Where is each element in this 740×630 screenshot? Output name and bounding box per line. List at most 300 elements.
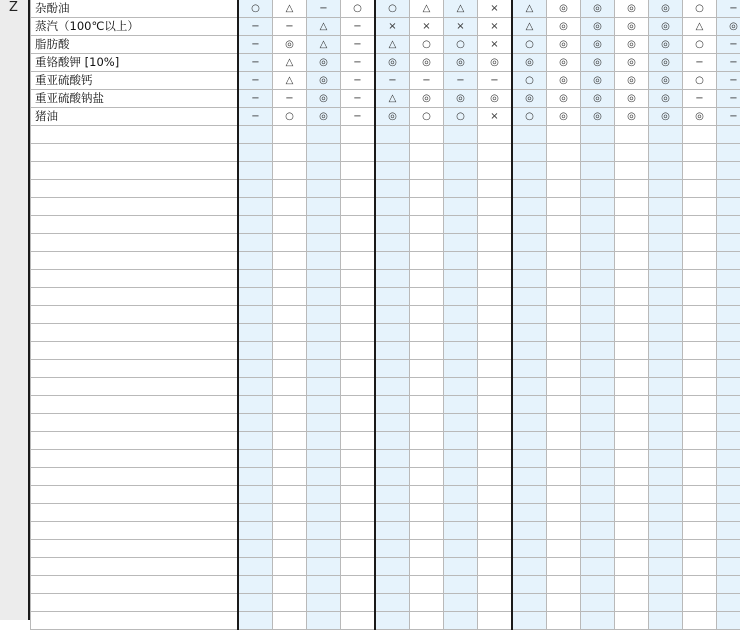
rating-cell: [581, 324, 615, 342]
rating-cell: [410, 198, 444, 216]
rating-cell: ◎: [547, 18, 581, 36]
rating-cell: [478, 414, 513, 432]
rating-cell: [547, 486, 581, 504]
substance-name-cell: [31, 432, 239, 450]
table-row-empty: [31, 522, 740, 540]
rating-cell: [410, 288, 444, 306]
rating-cell: [717, 306, 740, 324]
rating-cell: −: [341, 108, 376, 126]
rating-cell: [238, 540, 273, 558]
substance-name-cell: 重亚硫酸钙: [31, 72, 239, 90]
rating-cell: [478, 378, 513, 396]
rating-cell: [341, 450, 376, 468]
rating-cell: [238, 342, 273, 360]
rating-cell: [512, 594, 547, 612]
table-row: [31, 108, 740, 126]
rating-cell: [307, 504, 341, 522]
table-row-empty: [31, 540, 740, 558]
rating-cell: ◎: [307, 90, 341, 108]
substance-name-cell: [31, 576, 239, 594]
rating-cell: ◎: [307, 108, 341, 126]
rating-cell: [581, 612, 615, 630]
rating-cell: [273, 612, 307, 630]
rating-cell: [512, 522, 547, 540]
rating-cell: [581, 162, 615, 180]
rating-cell: ◎: [615, 0, 649, 18]
rating-cell: [375, 198, 410, 216]
rating-cell: ◎: [581, 0, 615, 18]
rating-cell: [341, 378, 376, 396]
rating-cell: [615, 522, 649, 540]
rating-cell: ◎: [649, 54, 683, 72]
rating-cell: [649, 432, 683, 450]
rating-cell: [307, 450, 341, 468]
rating-cell: ○: [410, 36, 444, 54]
rating-cell: [341, 360, 376, 378]
rating-cell: [615, 576, 649, 594]
rating-cell: [238, 216, 273, 234]
rating-cell: [307, 144, 341, 162]
rating-cell: [307, 198, 341, 216]
rating-cell: [615, 216, 649, 234]
rating-cell: [307, 612, 341, 630]
rating-cell: △: [273, 54, 307, 72]
rating-cell: [615, 144, 649, 162]
rating-cell: [649, 504, 683, 522]
rating-cell: ◎: [547, 108, 581, 126]
rating-cell: [375, 324, 410, 342]
rating-cell: [615, 468, 649, 486]
rating-cell: [410, 342, 444, 360]
rating-cell: ○: [273, 108, 307, 126]
rating-cell: [683, 594, 717, 612]
rating-cell: [478, 522, 513, 540]
rating-cell: [444, 432, 478, 450]
rating-cell: [512, 234, 547, 252]
rating-cell: [307, 252, 341, 270]
rating-cell: [478, 252, 513, 270]
rating-cell: ◎: [615, 90, 649, 108]
rating-cell: [410, 126, 444, 144]
rating-cell: [683, 252, 717, 270]
rating-cell: ◎: [615, 18, 649, 36]
rating-cell: [375, 486, 410, 504]
rating-cell: [307, 576, 341, 594]
rating-cell: [478, 162, 513, 180]
section-index-column: [0, 0, 30, 620]
rating-cell: [717, 540, 740, 558]
rating-cell: [512, 378, 547, 396]
rating-cell: [615, 252, 649, 270]
rating-cell: [478, 360, 513, 378]
rating-cell: [444, 162, 478, 180]
rating-cell: [444, 450, 478, 468]
rating-cell: [512, 180, 547, 198]
rating-cell: [547, 360, 581, 378]
rating-cell: [683, 216, 717, 234]
rating-cell: [581, 576, 615, 594]
rating-cell: [649, 288, 683, 306]
rating-cell: ◎: [649, 36, 683, 54]
rating-cell: [649, 558, 683, 576]
rating-cell: △: [512, 18, 547, 36]
rating-cell: [307, 270, 341, 288]
rating-cell: [307, 288, 341, 306]
rating-cell: [717, 234, 740, 252]
substance-name-cell: [31, 594, 239, 612]
rating-cell: [717, 594, 740, 612]
rating-cell: [581, 558, 615, 576]
rating-cell: [444, 558, 478, 576]
rating-cell: [649, 450, 683, 468]
rating-cell: ×: [375, 18, 410, 36]
rating-cell: [410, 162, 444, 180]
rating-cell: [547, 468, 581, 486]
rating-cell: [444, 378, 478, 396]
rating-cell: [512, 540, 547, 558]
rating-cell: [547, 234, 581, 252]
rating-cell: [717, 198, 740, 216]
rating-cell: [375, 594, 410, 612]
rating-cell: [273, 234, 307, 252]
rating-cell: [410, 234, 444, 252]
rating-cell: [512, 162, 547, 180]
rating-cell: [581, 342, 615, 360]
rating-cell: [512, 504, 547, 522]
rating-cell: [410, 594, 444, 612]
rating-cell: [478, 396, 513, 414]
rating-cell: ×: [478, 108, 513, 126]
rating-cell: [375, 180, 410, 198]
rating-cell: [375, 468, 410, 486]
rating-cell: [615, 540, 649, 558]
rating-cell: ◎: [615, 36, 649, 54]
rating-cell: [717, 144, 740, 162]
rating-cell: ×: [478, 36, 513, 54]
rating-cell: [615, 432, 649, 450]
rating-cell: [410, 378, 444, 396]
rating-cell: [444, 324, 478, 342]
rating-cell: [615, 558, 649, 576]
rating-cell: ◎: [581, 108, 615, 126]
substance-name-cell: [31, 414, 239, 432]
rating-cell: [273, 486, 307, 504]
table-row-empty: [31, 342, 740, 360]
rating-cell: [512, 450, 547, 468]
rating-cell: [238, 450, 273, 468]
rating-cell: [375, 522, 410, 540]
rating-cell: [478, 540, 513, 558]
rating-cell: [238, 504, 273, 522]
rating-cell: [410, 144, 444, 162]
rating-cell: [341, 162, 376, 180]
rating-cell: [238, 144, 273, 162]
rating-cell: −: [238, 18, 273, 36]
table-row-empty: [31, 234, 740, 252]
rating-cell: ◎: [547, 54, 581, 72]
rating-cell: ◎: [307, 54, 341, 72]
substance-name-cell: [31, 234, 239, 252]
rating-cell: [547, 252, 581, 270]
rating-cell: [615, 594, 649, 612]
rating-cell: [238, 324, 273, 342]
rating-cell: [444, 486, 478, 504]
rating-cell: [410, 612, 444, 630]
rating-cell: [683, 342, 717, 360]
rating-cell: [683, 162, 717, 180]
rating-cell: [238, 432, 273, 450]
table-row-empty: [31, 162, 740, 180]
substance-name-cell: 蒸汽（100℃以上）: [31, 18, 239, 36]
rating-cell: [444, 414, 478, 432]
rating-cell: [307, 594, 341, 612]
rating-cell: [615, 234, 649, 252]
table-row-empty: [31, 450, 740, 468]
rating-cell: [375, 396, 410, 414]
rating-cell: [581, 360, 615, 378]
rating-cell: [717, 612, 740, 630]
rating-cell: [273, 198, 307, 216]
table-row-empty: [31, 198, 740, 216]
rating-cell: [307, 396, 341, 414]
rating-cell: [478, 450, 513, 468]
table-row-empty: [31, 288, 740, 306]
rating-cell: [307, 486, 341, 504]
rating-cell: [478, 198, 513, 216]
rating-cell: [581, 306, 615, 324]
rating-cell: [512, 216, 547, 234]
substance-name-cell: 重亚硫酸钠盐: [31, 90, 239, 108]
rating-cell: [615, 180, 649, 198]
rating-cell: [717, 468, 740, 486]
substance-name-cell: [31, 450, 239, 468]
rating-cell: [547, 576, 581, 594]
rating-cell: [683, 540, 717, 558]
rating-cell: [547, 216, 581, 234]
rating-cell: [307, 468, 341, 486]
rating-cell: [238, 126, 273, 144]
rating-cell: [478, 306, 513, 324]
rating-cell: [238, 234, 273, 252]
rating-cell: [615, 324, 649, 342]
rating-cell: ◎: [615, 108, 649, 126]
rating-cell: [512, 288, 547, 306]
substance-name-cell: [31, 504, 239, 522]
rating-cell: ◎: [615, 54, 649, 72]
rating-cell: [341, 252, 376, 270]
rating-cell: [478, 180, 513, 198]
rating-cell: [581, 126, 615, 144]
substance-name-cell: 杂酚油: [31, 0, 239, 18]
rating-cell: [307, 324, 341, 342]
rating-cell: −: [341, 54, 376, 72]
rating-cell: [273, 540, 307, 558]
rating-cell: [375, 432, 410, 450]
table-row-empty: [31, 378, 740, 396]
rating-cell: [547, 342, 581, 360]
rating-cell: [547, 594, 581, 612]
rating-cell: [717, 558, 740, 576]
rating-cell: [341, 594, 376, 612]
rating-cell: [683, 414, 717, 432]
rating-cell: [307, 522, 341, 540]
rating-cell: [478, 468, 513, 486]
rating-cell: [581, 540, 615, 558]
rating-cell: [478, 288, 513, 306]
table-row-empty: [31, 324, 740, 342]
rating-cell: [444, 504, 478, 522]
rating-cell: [649, 468, 683, 486]
rating-cell: −: [238, 72, 273, 90]
rating-cell: [273, 432, 307, 450]
rating-cell: [273, 270, 307, 288]
rating-cell: [615, 414, 649, 432]
rating-cell: [478, 558, 513, 576]
rating-cell: ◎: [444, 90, 478, 108]
rating-cell: ◎: [649, 18, 683, 36]
rating-cell: [649, 216, 683, 234]
rating-cell: [512, 414, 547, 432]
rating-cell: [238, 306, 273, 324]
rating-cell: ◎: [375, 54, 410, 72]
substance-name-cell: [31, 252, 239, 270]
rating-cell: [341, 234, 376, 252]
rating-cell: [547, 540, 581, 558]
rating-cell: [238, 468, 273, 486]
rating-cell: ◎: [683, 108, 717, 126]
rating-cell: [512, 432, 547, 450]
rating-cell: [375, 162, 410, 180]
rating-cell: [478, 486, 513, 504]
rating-cell: [649, 414, 683, 432]
rating-cell: [547, 558, 581, 576]
rating-cell: −: [341, 90, 376, 108]
rating-cell: [547, 612, 581, 630]
rating-cell: [717, 504, 740, 522]
rating-cell: △: [273, 72, 307, 90]
rating-cell: [307, 234, 341, 252]
table-row: [31, 72, 740, 90]
rating-cell: [238, 252, 273, 270]
table-row: [31, 18, 740, 36]
rating-cell: −: [683, 90, 717, 108]
rating-cell: [649, 486, 683, 504]
rating-cell: [717, 270, 740, 288]
rating-cell: [341, 540, 376, 558]
rating-cell: −: [375, 72, 410, 90]
rating-cell: △: [375, 36, 410, 54]
rating-cell: △: [444, 0, 478, 18]
rating-cell: [547, 306, 581, 324]
rating-cell: −: [238, 90, 273, 108]
rating-cell: [581, 198, 615, 216]
substance-name-cell: [31, 522, 239, 540]
rating-cell: [444, 540, 478, 558]
rating-cell: ◎: [547, 90, 581, 108]
rating-cell: ◎: [478, 90, 513, 108]
rating-cell: ○: [375, 0, 410, 18]
rating-cell: [649, 342, 683, 360]
rating-cell: [375, 576, 410, 594]
rating-cell: ×: [478, 18, 513, 36]
rating-cell: [581, 180, 615, 198]
rating-cell: [683, 288, 717, 306]
rating-cell: [478, 234, 513, 252]
rating-cell: [717, 216, 740, 234]
table-row: [31, 36, 740, 54]
rating-cell: −: [273, 90, 307, 108]
rating-cell: ◎: [649, 72, 683, 90]
rating-cell: [444, 360, 478, 378]
rating-cell: [341, 396, 376, 414]
rating-cell: [307, 216, 341, 234]
rating-cell: [581, 234, 615, 252]
rating-cell: [341, 612, 376, 630]
rating-cell: [341, 468, 376, 486]
rating-cell: [683, 180, 717, 198]
rating-cell: [273, 180, 307, 198]
rating-cell: ◎: [307, 72, 341, 90]
rating-cell: [444, 270, 478, 288]
rating-cell: −: [717, 54, 740, 72]
rating-cell: [615, 504, 649, 522]
rating-cell: △: [307, 36, 341, 54]
rating-cell: [683, 360, 717, 378]
rating-cell: [238, 594, 273, 612]
rating-cell: [341, 270, 376, 288]
table-row-empty: [31, 594, 740, 612]
table-row-empty: [31, 612, 740, 630]
table-row-empty: [31, 558, 740, 576]
rating-cell: [512, 558, 547, 576]
rating-cell: ◎: [478, 54, 513, 72]
rating-cell: [683, 576, 717, 594]
table-row-empty: [31, 144, 740, 162]
rating-cell: [375, 504, 410, 522]
rating-cell: [410, 558, 444, 576]
rating-cell: △: [273, 0, 307, 18]
rating-cell: [512, 468, 547, 486]
rating-cell: −: [717, 90, 740, 108]
rating-cell: [307, 126, 341, 144]
rating-cell: [547, 288, 581, 306]
rating-cell: [307, 360, 341, 378]
rating-cell: [512, 576, 547, 594]
rating-cell: △: [512, 0, 547, 18]
rating-cell: [478, 612, 513, 630]
rating-cell: [683, 378, 717, 396]
rating-cell: [615, 396, 649, 414]
rating-cell: [273, 252, 307, 270]
rating-cell: [375, 414, 410, 432]
chemical-resistance-table: [30, 0, 740, 630]
rating-cell: [444, 288, 478, 306]
substance-name-cell: [31, 396, 239, 414]
rating-cell: [478, 504, 513, 522]
substance-name-cell: [31, 198, 239, 216]
rating-cell: [341, 324, 376, 342]
rating-cell: [273, 558, 307, 576]
rating-cell: [512, 612, 547, 630]
rating-cell: [307, 414, 341, 432]
rating-cell: [410, 216, 444, 234]
rating-cell: [238, 180, 273, 198]
rating-cell: [410, 576, 444, 594]
rating-cell: [717, 252, 740, 270]
rating-cell: [649, 306, 683, 324]
rating-cell: [615, 288, 649, 306]
rating-cell: [375, 144, 410, 162]
